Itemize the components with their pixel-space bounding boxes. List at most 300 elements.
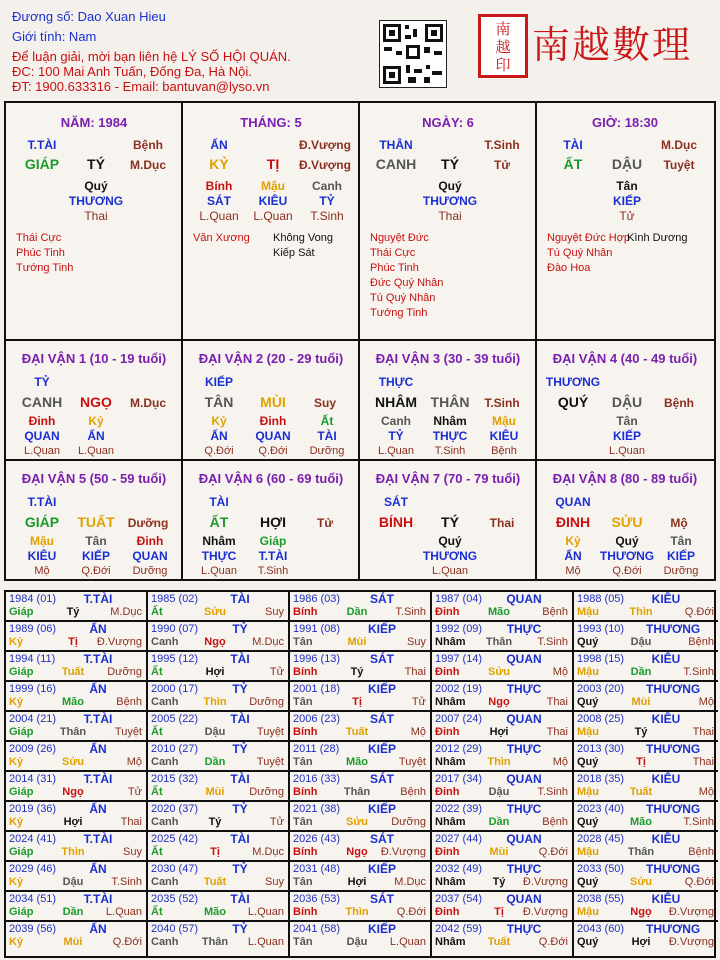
year-cell: [6, 712, 148, 742]
year-branch: Thân: [627, 846, 655, 858]
nayin-stage: T.Sinh: [484, 396, 520, 410]
year-stage: Q.Đới: [684, 606, 714, 618]
year-branch: Hợi: [63, 816, 83, 828]
year-ten-god: TỶ: [232, 862, 248, 876]
year-label: 2041 (58): [293, 923, 341, 935]
year-branch: Tuất: [629, 786, 653, 798]
year-branch: Ngọ: [346, 846, 368, 858]
year-stem: Bính: [293, 726, 318, 738]
year-label: 2010 (27): [151, 743, 199, 755]
hidden-stage: Q.Đới: [204, 445, 234, 457]
hidden-stem: Tân: [670, 534, 692, 548]
year-branch: Tý: [208, 816, 222, 828]
hidden-stage: Dưỡng: [663, 565, 699, 577]
star-label: Tú Quý Nhân: [370, 292, 436, 304]
dai-van-title: ĐẠI VẬN 3 (30 - 39 tuổi): [375, 351, 521, 366]
year-stage: Bệnh: [688, 636, 714, 648]
hidden-god: SÁT: [207, 194, 231, 208]
year-ten-god: THỰC: [506, 922, 542, 936]
year-branch: Mùi: [63, 936, 83, 948]
year-ten-god: THỰC: [506, 622, 542, 636]
year-cell: [148, 682, 290, 712]
earthly-branch: MÙI: [260, 394, 286, 410]
year-ten-god: SÁT: [370, 832, 394, 846]
year-cell: [574, 862, 718, 892]
year-ten-god: KIẾP: [367, 922, 396, 936]
nayin-stage: Mộ: [670, 516, 688, 530]
star-label: Tú Quý Nhân: [547, 247, 613, 259]
year-label: 2022 (39): [435, 803, 483, 815]
year-stem: Kỷ: [9, 936, 24, 948]
year-branch: Dậu: [488, 786, 510, 798]
earthly-branch: TÝ: [441, 514, 459, 530]
year-branch: Mùi: [631, 696, 651, 708]
year-label: 1998 (15): [577, 653, 625, 665]
heavenly-stem: GIÁP: [24, 514, 60, 530]
year-ten-god: ẤN: [89, 802, 107, 816]
hidden-god: THƯƠNG: [422, 549, 478, 563]
ten-god-label: THƯƠNG: [545, 375, 601, 389]
hidden-stage: T.Sinh: [310, 209, 344, 223]
year-label: 2023 (40): [577, 803, 625, 815]
dai-van-title: ĐẠI VẬN 1 (10 - 19 tuổi): [21, 351, 167, 366]
year-stem: Mậu: [577, 726, 599, 738]
year-branch: Tị: [636, 756, 646, 768]
year-label: 2026 (43): [293, 833, 341, 845]
year-stem: Tân: [293, 936, 313, 948]
year-stage: Thai: [692, 726, 714, 738]
year-cell: [432, 712, 574, 742]
year-label: 2021 (38): [293, 803, 341, 815]
year-label: 2036 (53): [293, 893, 341, 905]
year-branch: Thìn: [629, 606, 653, 618]
year-stem: Ất: [151, 906, 163, 918]
year-stem: Mậu: [577, 786, 599, 798]
year-stem: Nhâm: [435, 636, 466, 648]
star-label: Nguyệt Đức Hợp: [547, 232, 631, 244]
owner-name: Đương số: Dao Xuan Hieu: [12, 9, 166, 24]
heavenly-stem: ẤT: [563, 156, 583, 172]
year-cell: [432, 772, 574, 802]
hidden-stage: T.Sinh: [434, 445, 466, 457]
year-label: 1999 (16): [9, 683, 57, 695]
year-branch: Tý: [66, 606, 80, 618]
year-ten-god: KIÊU: [651, 712, 681, 726]
year-stage: Q.Đới: [538, 936, 568, 948]
year-cell: [6, 622, 148, 652]
year-label: 2043 (60): [577, 923, 625, 935]
year-stem: Canh: [151, 936, 179, 948]
year-stem: Ất: [151, 606, 163, 618]
year-stage: Tử: [411, 696, 426, 708]
year-stem: Đinh: [435, 846, 460, 858]
heavenly-stem: ẤT: [209, 514, 229, 530]
year-label: 2024 (41): [9, 833, 57, 845]
year-ten-god: ẤN: [89, 682, 107, 696]
year-stage: T.Sinh: [111, 876, 142, 888]
qr-code-icon: [379, 20, 447, 88]
nayin-stage: Dưỡng: [127, 516, 169, 530]
nayin-stage: Tuyệt: [663, 158, 695, 172]
year-ten-god: T.TÀI: [83, 832, 113, 846]
year-stage: Suy: [407, 636, 426, 648]
year-stem: Giáp: [9, 726, 34, 738]
year-branch: Mão: [346, 756, 368, 768]
year-stage: Đ.Vượng: [522, 906, 568, 918]
year-branch: Tị: [210, 846, 220, 858]
hidden-stem: Đinh: [28, 414, 56, 428]
year-ten-god: TÀI: [230, 592, 250, 606]
year-stage: Tử: [269, 816, 284, 828]
year-branch: Mùi: [489, 846, 509, 858]
year-stem: Quý: [577, 816, 599, 828]
year-cell: [6, 922, 148, 958]
year-ten-god: KIẾP: [367, 802, 396, 816]
year-stage: Thai: [120, 816, 142, 828]
year-stage: Bệnh: [542, 606, 568, 618]
star-label: Kình Dương: [627, 232, 688, 244]
hidden-god: KIẾP: [666, 549, 696, 563]
hidden-god: THỰC: [201, 549, 237, 563]
year-stage: Tử: [269, 666, 284, 678]
year-stem: Quý: [577, 696, 599, 708]
hidden-god: KIẾP: [612, 194, 642, 208]
hidden-stage: Mộ: [565, 565, 581, 577]
hidden-stage: T.Sinh: [257, 565, 289, 577]
year-stage: L.Quan: [247, 936, 284, 948]
year-cell: [6, 862, 148, 892]
hidden-stage: Mộ: [34, 565, 50, 577]
star-label: Phúc Tinh: [370, 262, 419, 274]
year-branch: Tị: [494, 906, 504, 918]
nayin-stage: M.Dục: [130, 396, 166, 410]
year-stem: Quý: [577, 876, 599, 888]
hidden-god: TÀI: [317, 429, 337, 443]
year-label: 2030 (47): [151, 863, 199, 875]
growth-stage: T.Sinh: [484, 138, 520, 152]
hidden-god: KIẾP: [612, 429, 642, 443]
dai-van-title: ĐẠI VẬN 8 (80 - 89 tuổi): [552, 471, 698, 486]
year-stem: Canh: [151, 876, 179, 888]
star-label: Phúc Tinh: [16, 247, 65, 259]
year-ten-god: T.TÀI: [83, 652, 113, 666]
contact-line: Để luận giải, mời bạn liên hệ LÝ SỐ HỘI QUÁN.: [12, 49, 291, 64]
year-label: 2003 (20): [577, 683, 625, 695]
year-cell: [574, 742, 718, 772]
hidden-stem: Quý: [438, 534, 462, 548]
year-branch: Hợi: [347, 876, 367, 888]
earthly-branch: TỊ: [266, 156, 280, 172]
year-stage: Mộ: [126, 756, 142, 768]
hidden-stage: Tử: [619, 209, 635, 223]
hidden-stage: Q.Đới: [81, 565, 111, 577]
year-branch: Ngọ: [630, 906, 652, 918]
year-stem: Bính: [293, 906, 318, 918]
year-label: 2039 (56): [9, 923, 57, 935]
year-label: 2037 (54): [435, 893, 483, 905]
star-label: Đức Quý Nhân: [370, 277, 444, 289]
year-branch: Tị: [68, 636, 78, 648]
phone-email-line[interactable]: ĐT: 1900.633316 - Email: bantuvan@lyso.vn: [12, 79, 270, 94]
year-cell: [148, 712, 290, 742]
year-ten-god: THƯƠNG: [646, 682, 701, 696]
year-ten-god: ẤN: [89, 922, 107, 936]
year-stem: Tân: [293, 816, 313, 828]
year-stem: Nhâm: [435, 756, 466, 768]
year-ten-god: ẤN: [89, 862, 107, 876]
year-stage: Đ.Vượng: [668, 906, 714, 918]
year-stage: Đ.Vượng: [668, 936, 714, 948]
year-cell: [148, 742, 290, 772]
year-branch: Mão: [630, 816, 652, 828]
year-branch: Dần: [630, 666, 652, 678]
address-line: ĐC: 100 Mai Anh Tuấn, Đống Đa, Hà Nội.: [12, 64, 252, 79]
star-label: Kiếp Sát: [273, 247, 315, 259]
year-branch: Tuất: [203, 876, 227, 888]
year-ten-god: TÀI: [230, 772, 250, 786]
dai-van-title: ĐẠI VẬN 4 (40 - 49 tuổi): [552, 351, 698, 366]
year-ten-god: KIÊU: [651, 592, 681, 606]
hidden-stage: L.Quan: [199, 209, 239, 223]
gender: Giới tính: Nam: [12, 29, 97, 44]
hidden-god: KIÊU: [489, 429, 519, 443]
year-cell: [290, 802, 432, 832]
hidden-god: TỶ: [388, 429, 404, 443]
year-ten-god: SÁT: [370, 592, 394, 606]
year-ten-god: KIÊU: [651, 652, 681, 666]
hidden-god: ẤN: [87, 429, 105, 443]
hidden-stem: Kỷ: [88, 414, 104, 428]
dai-van-title: ĐẠI VẬN 2 (20 - 29 tuổi): [198, 351, 344, 366]
year-cell: [432, 802, 574, 832]
hidden-god: KIÊU: [27, 549, 57, 563]
year-ten-god: KIẾP: [367, 682, 396, 696]
hidden-god: QUAN: [132, 549, 168, 563]
earthly-branch: TÝ: [441, 156, 459, 172]
year-stage: T.Sinh: [537, 786, 568, 798]
year-ten-god: TỶ: [232, 802, 248, 816]
year-cell: [6, 832, 148, 862]
year-stage: Suy: [265, 606, 284, 618]
year-stage: Tử: [127, 786, 142, 798]
year-branch: Mùi: [205, 786, 225, 798]
year-ten-god: THƯƠNG: [646, 922, 701, 936]
year-stage: Bệnh: [688, 846, 714, 858]
year-cell: [148, 922, 290, 958]
heavenly-stem: BÍNH: [378, 514, 414, 530]
heavenly-stem: GIÁP: [24, 156, 60, 172]
year-cell: [290, 682, 432, 712]
nayin-stage: Bệnh: [664, 396, 694, 410]
year-cell: [432, 892, 574, 922]
year-ten-god: KIÊU: [651, 892, 681, 906]
year-stem: Quý: [577, 936, 599, 948]
year-branch: Sửu: [345, 816, 369, 828]
year-branch: Dậu: [346, 936, 368, 948]
year-label: 1988 (05): [577, 593, 625, 605]
year-ten-god: ẤN: [89, 742, 107, 756]
year-label: 2038 (55): [577, 893, 625, 905]
year-ten-god: THỰC: [506, 802, 542, 816]
year-stage: Tuyệt: [256, 756, 284, 768]
year-stage: Suy: [265, 876, 284, 888]
heavenly-stem: CANH: [21, 394, 63, 410]
year-ten-god: T.TÀI: [83, 892, 113, 906]
year-cell: [290, 652, 432, 682]
year-label: 2031 (48): [293, 863, 341, 875]
year-cell: [574, 682, 718, 712]
year-stem: Giáp: [9, 906, 34, 918]
ten-god-label: SÁT: [384, 495, 408, 509]
year-label: 1993 (10): [577, 623, 625, 635]
hidden-stem: Tân: [616, 179, 638, 193]
year-cell: [6, 682, 148, 712]
year-branch: Sửu: [629, 876, 653, 888]
year-ten-god: QUAN: [506, 592, 542, 606]
year-label: 2000 (17): [151, 683, 199, 695]
pillar-title: GIỜ: 18:30: [591, 115, 659, 130]
year-stage: Q.Đới: [396, 906, 426, 918]
year-stem: Kỷ: [9, 816, 24, 828]
year-cell: [432, 622, 574, 652]
year-ten-god: SÁT: [370, 712, 394, 726]
year-branch: Thìn: [203, 696, 227, 708]
hidden-stem: Giáp: [259, 534, 287, 548]
year-cell: [574, 592, 718, 622]
year-stage: M.Dục: [394, 876, 426, 888]
hidden-god: QUAN: [24, 429, 60, 443]
year-cell: [148, 892, 290, 922]
year-stage: Suy: [123, 846, 142, 858]
year-cell: [432, 652, 574, 682]
year-stage: T.Sinh: [683, 666, 714, 678]
year-ten-god: KIẾP: [367, 862, 396, 876]
star-label: Đào Hoa: [547, 262, 591, 274]
year-stem: Quý: [577, 756, 599, 768]
year-cell: [6, 652, 148, 682]
year-label: 2002 (19): [435, 683, 483, 695]
year-cell: [290, 712, 432, 742]
year-branch: Mão: [488, 606, 510, 618]
hidden-stem: Tân: [616, 414, 638, 428]
heavenly-stem: ĐINH: [555, 514, 591, 530]
year-cell: [6, 892, 148, 922]
year-label: 2016 (33): [293, 773, 341, 785]
year-cell: [290, 862, 432, 892]
year-stage: Q.Đới: [112, 936, 142, 948]
year-branch: Hợi: [631, 936, 651, 948]
year-cell: [148, 592, 290, 622]
nayin-stage: Thai: [489, 516, 515, 530]
year-stem: Canh: [151, 756, 179, 768]
nayin-stage: Tử: [493, 158, 511, 172]
year-stem: Ất: [151, 846, 163, 858]
year-stem: Bính: [293, 606, 318, 618]
year-label: 2006 (23): [293, 713, 341, 725]
year-stem: Mậu: [577, 846, 599, 858]
year-cell: [148, 652, 290, 682]
earthly-branch: DẬU: [611, 394, 643, 410]
earthly-branch: THÂN: [430, 394, 470, 410]
hidden-god: ẤN: [210, 429, 228, 443]
nayin-stage: Tử: [316, 516, 334, 530]
ten-god-label: THÂN: [379, 138, 413, 152]
star-label: Tướng Tinh: [370, 307, 428, 319]
year-cell: [6, 772, 148, 802]
pillar-title: NĂM: 1984: [60, 115, 128, 130]
hidden-god: QUAN: [255, 429, 291, 443]
year-stage: Q.Đới: [538, 846, 568, 858]
year-stem: Kỷ: [9, 636, 24, 648]
heavenly-stem: QUÝ: [557, 394, 589, 410]
year-label: 2018 (35): [577, 773, 625, 785]
year-branch: Dậu: [630, 636, 652, 648]
year-label: 2005 (22): [151, 713, 199, 725]
year-cell: [290, 922, 432, 958]
header: [0, 0, 720, 100]
year-label: 2008 (25): [577, 713, 625, 725]
growth-stage: Đ.Vượng: [299, 138, 351, 152]
year-stem: Ất: [151, 786, 163, 798]
dai-van-title: ĐẠI VẬN 6 (60 - 69 tuổi): [198, 471, 344, 486]
year-cell: [574, 802, 718, 832]
year-stem: Kỷ: [9, 696, 24, 708]
year-ten-god: QUAN: [506, 652, 542, 666]
hidden-stage: Q.Đới: [258, 445, 288, 457]
hidden-god: T.TÀI: [258, 549, 288, 563]
year-cell: [432, 742, 574, 772]
year-stage: Tuyệt: [256, 726, 284, 738]
year-cell: [148, 832, 290, 862]
year-ten-god: TÀI: [230, 832, 250, 846]
year-ten-god: TỶ: [232, 682, 248, 696]
year-stage: Dưỡng: [249, 786, 284, 798]
red-seal-icon: 南 越 印: [478, 14, 528, 78]
hidden-stem: Kỷ: [565, 534, 581, 548]
year-branch: Ngọ: [62, 786, 84, 798]
year-stem: Ất: [151, 726, 163, 738]
ten-god-label: KIẾP: [204, 375, 234, 389]
year-stage: Q.Đới: [684, 876, 714, 888]
year-cell: [432, 862, 574, 892]
hidden-stage: Bệnh: [491, 445, 517, 457]
year-branch: Thân: [201, 936, 229, 948]
year-label: 1991 (08): [293, 623, 341, 635]
year-ten-god: TỶ: [232, 622, 248, 636]
year-label: 1984 (01): [9, 593, 57, 605]
year-stage: L.Quan: [247, 906, 284, 918]
year-ten-god: ẤN: [89, 622, 107, 636]
year-label: 1995 (12): [151, 653, 199, 665]
hidden-stage: L.Quan: [200, 565, 238, 577]
year-label: 2029 (46): [9, 863, 57, 875]
year-stage: Đ.Vượng: [96, 636, 142, 648]
hidden-stage: Dưỡng: [132, 565, 168, 577]
year-label: 2035 (52): [151, 893, 199, 905]
year-label: 2020 (37): [151, 803, 199, 815]
star-label: Tướng Tinh: [16, 262, 74, 274]
year-stem: Mậu: [577, 666, 599, 678]
heavenly-stem: KỶ: [209, 156, 229, 172]
year-stem: Giáp: [9, 666, 34, 678]
year-ten-god: TÀI: [230, 712, 250, 726]
year-branch: Thân: [485, 636, 513, 648]
earthly-branch: HỢI: [260, 514, 286, 530]
year-ten-god: TÀI: [230, 892, 250, 906]
year-branch: Dần: [346, 606, 368, 618]
year-stem: Đinh: [435, 666, 460, 678]
year-branch: Dậu: [204, 726, 226, 738]
